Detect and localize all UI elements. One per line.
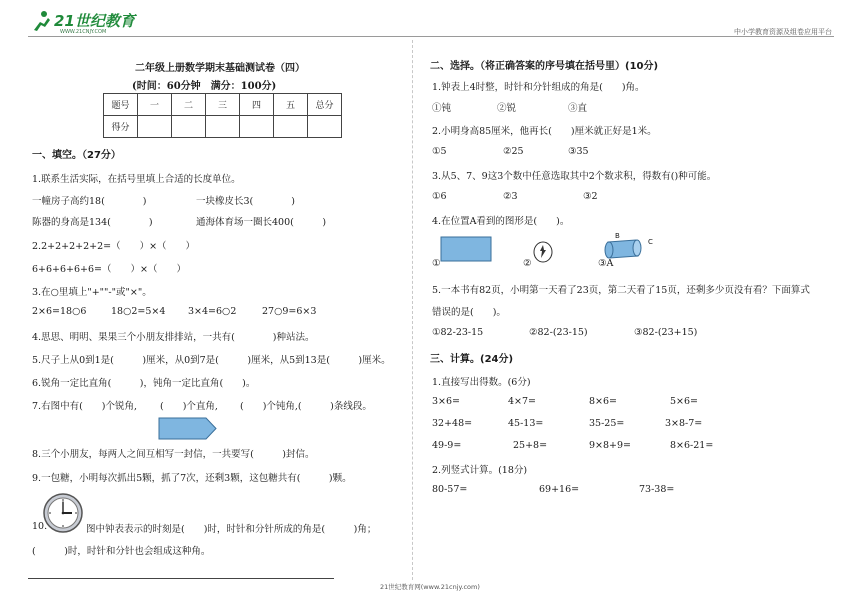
choice-4: 4.在位置A看到的图形是( )。 [432, 216, 570, 227]
cylinder-top-view-figure [532, 240, 554, 264]
choice-2: 2.小明身高85厘米，他再长( )厘米就正好是1米。 [432, 126, 657, 137]
vertical-calc-item: 80-57= [432, 484, 468, 495]
question-3: 3.在○里填上"+""-"或"×"。 [32, 287, 152, 298]
choice-3: 3.从5、7、9这3个数中任意选取其中2个数求积，得数有()种可能。 [432, 171, 717, 182]
logo [30, 8, 140, 36]
choice-5-b: 错误的是( )。 [432, 307, 506, 318]
choice-4-option: ① [432, 258, 441, 269]
calc-item: 3×8-7= [665, 418, 703, 429]
score-header-cell: 题号 [104, 94, 138, 116]
score-table [103, 93, 342, 138]
choice-3-option: ③2 [583, 191, 598, 202]
score-cell[interactable] [274, 116, 308, 138]
choice-1: 1.钟表上4时整，时针和分针组成的角是( )角。 [432, 82, 645, 93]
score-cell[interactable] [308, 116, 342, 138]
question-10-b: ( )时，时针和分针也会组成这种角。 [32, 546, 211, 557]
section-1-heading: 一、填空。（27分） [32, 150, 121, 161]
score-cell[interactable] [172, 116, 206, 138]
cylinder-label-b: B [615, 232, 620, 240]
choice-2-option: ③35 [568, 146, 589, 157]
question-7-c: ( )个钝角,( )条线段。 [240, 401, 372, 412]
question-3-d: 27○9=6×3 [262, 306, 317, 317]
choice-2-option: ①5 [432, 146, 447, 157]
calc-1: 1.直接写出得数。(6分) [432, 377, 531, 388]
vertical-calc-item: 69+16= [539, 484, 580, 495]
calc-item: 8×6-21= [670, 440, 714, 451]
footer-text: 21世纪教育网(www.21cnjy.com) [380, 583, 480, 591]
score-cell[interactable] [138, 116, 172, 138]
logo-text: 21世纪教育 [54, 12, 135, 30]
calc-item: 25+8= [513, 440, 548, 451]
score-header-cell: 二 [172, 94, 206, 116]
choice-1-option: ①钝 [432, 103, 452, 114]
calc-item: 49-9= [432, 440, 462, 451]
score-header-cell: 一 [138, 94, 172, 116]
calc-item: 4×7= [508, 396, 537, 407]
pentagon-figure [158, 417, 218, 440]
score-header-cell: 五 [274, 94, 308, 116]
choice-3-option: ②3 [503, 191, 518, 202]
calc-item: 35-25= [589, 418, 625, 429]
runner-logo-icon [30, 10, 52, 32]
choice-5-option: ②82-(23-15) [529, 327, 588, 338]
calc-item: 8×6= [589, 396, 618, 407]
logo-subtext: WWW.21CNJY.COM [60, 29, 107, 35]
question-1-c: 陈器的身高是134( ) [32, 217, 153, 228]
question-5: 5.尺子上从0到1是( )厘米，从0到7是( )厘米，从5到13是( )厘米。 [32, 355, 391, 366]
question-1-b: 一块橡皮长3( ) [196, 196, 295, 207]
question-1: 1.联系生活实际，在括号里填上合适的长度单位。 [32, 174, 241, 185]
choice-5-a: 5.一本书有82页，小明第一天看了23页，第二天看了15页，还剩多少页没有看？下面算式 [432, 285, 810, 296]
question-8: 8.三个小朋友，每两人之间互相写一封信，一共要写( )封信。 [32, 449, 315, 460]
footer-rule [28, 578, 334, 579]
choice-5-option: ①82-23-15 [432, 327, 484, 338]
question-3-b: 18○2=5×4 [111, 306, 166, 317]
question-1-a: 一幢房子高约18( ) [32, 196, 147, 207]
question-2-b: 6+6+6+6+6=（ ）×（ ） [32, 264, 186, 275]
score-header-cell: 总分 [308, 94, 342, 116]
choice-1-option: ③直 [568, 103, 588, 114]
vertical-calc-item: 73-38= [639, 484, 675, 495]
question-6: 6.锐角一定比直角( )，钝角一定比直角( )。 [32, 378, 256, 389]
column-divider [412, 40, 413, 580]
exam-subtitle: (时间：60分钟 满分：100分) [132, 81, 277, 92]
score-header-cell: 三 [206, 94, 240, 116]
calc-item: 9×8+9= [589, 440, 632, 451]
choice-4-option: ③A [598, 258, 614, 269]
question-7-b: ( )个直角, [160, 401, 218, 412]
choice-1-option: ②锐 [497, 103, 517, 114]
calc-item: 45-13= [508, 418, 544, 429]
question-1-d: 通海体育场一圈长400( ) [196, 217, 327, 228]
calc-2: 2.列竖式计算。(18分) [432, 465, 528, 476]
clock-icon [42, 492, 84, 534]
rectangle-option-figure [440, 236, 492, 262]
section-3-heading: 三、计算。(24分) [430, 354, 514, 365]
platform-label: 中小学教育资源及组卷应用平台 [734, 28, 832, 36]
section-2-heading: 二、选择。（将正确答案的序号填在括号里）(10分) [430, 61, 659, 72]
question-4: 4.思思、明明、果果三个小朋友排排站，一共有( )种站法。 [32, 332, 315, 343]
question-2-a: 2.2+2+2+2+2=（ ）×（ ） [32, 241, 196, 252]
exam-title: 二年级上册数学期末基础测试卷（四） [135, 63, 305, 74]
choice-5-option: ③82-(23+15) [634, 327, 698, 338]
question-3-c: 3×4=6○2 [188, 306, 237, 317]
header-divider [28, 36, 834, 37]
score-table-score-row [104, 116, 342, 138]
question-10-number: 10. [32, 521, 48, 532]
question-7-a: 7.右图中有( )个锐角, [32, 401, 137, 412]
question-9: 9.一包糖，小明每次抓出5颗，抓了7次，还剩3颗，这包糖共有( )颗。 [32, 473, 352, 484]
score-cell[interactable] [206, 116, 240, 138]
score-table-header-row [104, 94, 342, 116]
question-3-a: 2×6=18○6 [32, 306, 87, 317]
calc-item: 5×6= [670, 396, 699, 407]
question-10-a: 图中钟表表示的时刻是( )时，时针和分针所成的角是( )角； [86, 524, 377, 535]
cylinder-label-c: C [648, 238, 653, 246]
choice-3-option: ①6 [432, 191, 447, 202]
calc-item: 32+48= [432, 418, 473, 429]
score-header-cell: 四 [240, 94, 274, 116]
choice-2-option: ②25 [503, 146, 524, 157]
score-cell[interactable] [240, 116, 274, 138]
calc-item: 3×6= [432, 396, 461, 407]
score-row-label: 得分 [104, 116, 138, 138]
choice-4-option: ② [523, 258, 532, 269]
